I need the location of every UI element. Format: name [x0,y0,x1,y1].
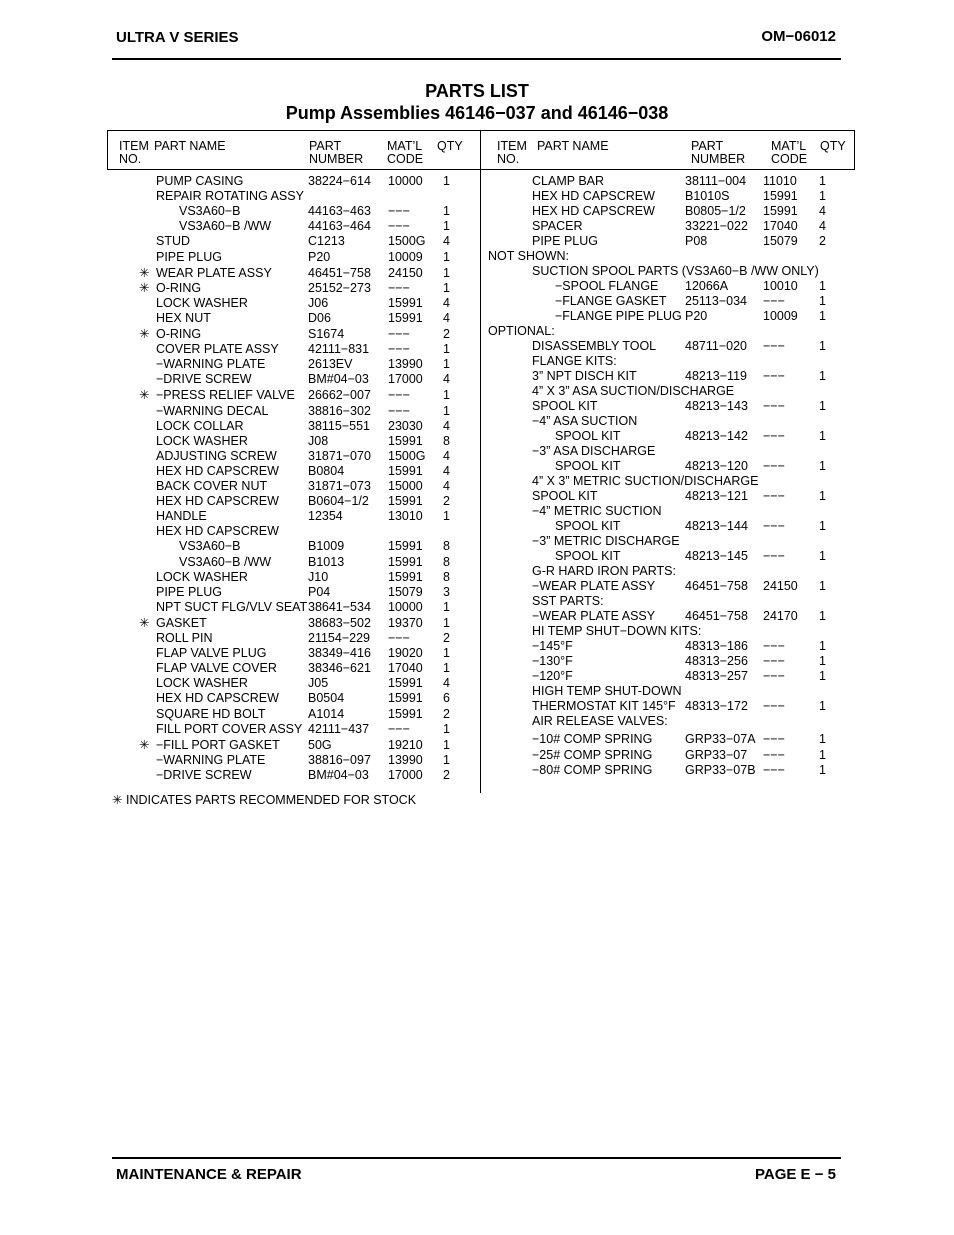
part-number: 48711−020 [685,339,747,353]
quantity: 1 [819,399,826,413]
part-name: O-RING [156,327,202,341]
part-number: B1009 [308,539,345,554]
stock-star-icon: ✳ [139,388,150,403]
part-number: J06 [308,295,329,310]
part-name: LOCK WASHER [156,569,248,584]
quantity: 3 [443,584,450,599]
quantity: 4 [819,204,826,218]
quantity: 8 [443,554,450,569]
part-name: −3” ASA DISCHARGE [532,444,656,458]
part-number: 48313−257 [685,669,748,683]
material-code: −−− [388,721,410,736]
material-code: −−− [763,763,785,777]
quantity: 4 [443,310,450,325]
part-name: SQUARE HD BOLT [156,706,266,721]
part-name: STUD [156,234,191,249]
quantity: 1 [443,646,450,661]
part-number: GRP33−07A [685,732,756,746]
material-code: −−− [388,280,410,295]
quantity: 4 [443,418,450,433]
quantity: 1 [443,509,450,524]
material-code: 15079 [763,234,798,248]
part-name: PUMP CASING [156,174,244,188]
part-number: GRP33−07 [685,748,748,762]
part-number: P20 [308,249,331,264]
part-number: 12066A [685,279,729,293]
part-name: −10# COMP SPRING [532,732,653,746]
quantity: 4 [443,372,450,387]
material-code: 11010 [763,174,797,188]
part-number: BM#04−03 [308,767,369,782]
material-code: 17040 [763,219,798,233]
part-name: VS3A60−B /WW [179,554,272,569]
quantity: 1 [443,280,450,295]
part-name: SPOOL KIT [555,549,621,563]
part-name: BACK COVER NUT [156,479,268,493]
material-code: −−− [763,549,785,563]
part-number: 38346−621 [308,661,371,676]
part-name: OPTIONAL: [488,324,555,338]
quantity: 1 [443,388,450,403]
part-number: 48313−256 [685,654,748,668]
part-number: 38816−097 [308,752,371,767]
part-name: ROLL PIN [156,631,213,645]
material-code: 23030 [388,418,423,433]
part-name: 4” X 3” ASA SUCTION/DISCHARGE [532,384,735,398]
quantity: 1 [819,763,826,777]
material-code: 15991 [388,676,423,691]
col-qty-header-left: QTY [437,139,463,153]
quantity: 1 [443,249,450,264]
part-name: FILL PORT COVER ASSY [156,721,303,736]
part-name: CLAMP BAR [532,174,605,188]
part-name: LOCK WASHER [156,433,248,448]
quantity: 1 [443,204,450,219]
part-name: −3” METRIC DISCHARGE [532,534,680,548]
material-code: −−− [763,339,785,353]
quantity: 4 [443,676,450,691]
part-name: HEX HD CAPSCREW [156,463,279,478]
part-name: HEX HD CAPSCREW [156,691,279,706]
material-code: 15991 [388,463,423,478]
stock-footnote [112,792,416,807]
part-number: B1010S [685,189,730,203]
quantity: 4 [443,479,450,493]
quantity: 1 [819,309,826,323]
material-code: 19210 [388,737,423,752]
part-number: 48213−144 [685,519,748,533]
part-name: LOCK COLLAR [156,418,244,433]
part-number: 44163−463 [308,204,371,219]
part-name: −WEAR PLATE ASSY [532,609,656,623]
quantity: 1 [819,639,826,653]
part-name: −DRIVE SCREW [156,372,252,387]
part-name: O-RING [156,280,202,295]
quantity: 2 [443,327,450,341]
part-number: GRP33−07B [685,763,756,777]
part-number: 26662−007 [308,388,371,403]
part-number: P04 [308,584,331,599]
material-code: 15991 [388,433,423,448]
material-code: −−− [763,459,785,473]
column-divider [480,130,481,793]
material-code: −−− [388,388,410,403]
material-code: −−− [388,631,410,645]
part-name: LOCK WASHER [156,295,248,310]
part-name: −25# COMP SPRING [532,748,653,762]
part-name: −WEAR PLATE ASSY [532,579,656,593]
col-part-header-left: PART NUMBER [309,139,364,166]
part-number: 25152−273 [308,280,371,295]
part-number: 48213−121 [685,489,748,503]
material-code: 17040 [388,661,423,676]
part-name: PIPE PLUG [532,234,598,248]
quantity: 1 [819,579,826,593]
part-name: VS3A60−B /WW [179,219,272,234]
material-code: 15991 [388,295,423,310]
material-code: −−− [763,369,785,383]
material-code: −−− [763,699,785,713]
quantity: 1 [443,615,450,630]
stock-star-icon: ✳ [139,615,150,630]
part-name: FLAP VALVE COVER [156,661,277,676]
quantity: 1 [819,732,826,746]
part-number: 31871−070 [308,448,371,463]
quantity: 1 [819,519,826,533]
part-name: PIPE PLUG [156,584,222,599]
document-number: OM−06012 [761,28,836,45]
quantity: 1 [819,429,826,443]
quantity: 1 [443,661,450,676]
col-part-header-right: PART NUMBER [691,139,746,166]
part-name: LOCK WASHER [156,676,248,691]
part-number: C1213 [308,234,345,249]
part-number: B0604−1/2 [308,494,369,509]
quantity: 1 [819,459,826,473]
part-name: SPOOL KIT [555,459,621,473]
quantity: 1 [819,699,826,713]
part-number: 44163−464 [308,219,371,234]
part-name: PIPE PLUG [156,249,222,264]
part-name: G-R HARD IRON PARTS: [532,564,676,578]
part-name: −FLANGE PIPE PLUG [555,309,682,323]
quantity: 1 [443,357,450,372]
header-rule [112,58,841,60]
part-name: HEX HD CAPSCREW [532,189,655,203]
material-code: −−− [388,204,410,219]
part-name: −4” METRIC SUCTION [532,504,662,518]
stock-star-icon: ✳ [139,327,150,341]
col-name-header-right: PART NAME [537,139,609,153]
part-name: HEX NUT [156,310,211,325]
material-code: 24150 [763,579,798,593]
material-code: 17000 [388,372,423,387]
part-name: −WARNING PLATE [156,357,266,372]
part-number: A1014 [308,706,345,721]
material-code: −−− [388,403,410,418]
part-name: −4” ASA SUCTION [532,414,638,428]
material-code: 15991 [388,494,423,509]
material-code: −−− [763,294,785,308]
part-name: 4” X 3” METRIC SUCTION/DISCHARGE [532,474,759,488]
part-name: HIGH TEMP SHUT-DOWN [532,684,682,698]
quantity: 1 [819,549,826,563]
quantity: 1 [443,721,450,736]
part-number: 38641−534 [308,599,371,614]
part-name: ADJUSTING SCREW [156,448,277,463]
part-name: −130°F [532,654,573,668]
part-number: 48213−145 [685,549,748,563]
page-title: PARTS LIST [425,81,529,101]
part-name: COVER PLATE ASSY [156,342,279,357]
part-name: HEX HD CAPSCREW [156,524,279,539]
quantity: 4 [443,234,450,249]
part-number: 46451−758 [685,579,748,593]
part-name: −WARNING PLATE [156,752,266,767]
quantity: 1 [443,219,450,234]
quantity: 1 [819,174,826,188]
quantity: 4 [819,219,826,233]
material-code: −−− [388,327,410,341]
page-subtitle: Pump Assemblies 46146−037 and 46146−038 [285,103,669,123]
part-number: 25113−034 [685,294,747,308]
part-name: GASKET [156,615,207,630]
part-name: HEX HD CAPSCREW [156,494,279,509]
quantity: 1 [819,609,826,623]
material-code: 10009 [763,309,798,323]
footnote-text: INDICATES PARTS RECOMMENDED FOR STOCK [125,793,417,807]
part-name: HEX HD CAPSCREW [532,204,655,218]
quantity: 1 [443,737,450,752]
quantity: 1 [443,342,450,357]
material-code: 13010 [388,509,423,524]
quantity: 2 [443,706,450,721]
stock-star-icon: ✳ [112,793,123,807]
material-code: 10000 [388,599,423,614]
material-code: 15079 [388,584,423,599]
material-code: −−− [763,669,785,683]
part-number: J05 [308,676,329,691]
col-item-header-left: ITEM NO. [119,139,149,166]
part-name: SPOOL KIT [532,489,598,503]
quantity: 1 [443,265,450,280]
part-number: 33221−022 [685,219,748,233]
page-number: PAGE E − 5 [754,1166,836,1183]
part-number: 42111−831 [308,342,370,357]
material-code: 10009 [388,249,423,264]
col-name-header-left: PART NAME [154,139,226,153]
part-number: P08 [685,234,708,248]
part-name: FLAP VALVE PLUG [156,646,267,661]
material-code: 10000 [388,174,423,188]
part-number: B0504 [308,691,345,706]
material-code: 15991 [763,204,798,218]
part-number: 48213−119 [685,369,747,383]
material-code: −−− [763,748,785,762]
material-code: 24150 [388,265,423,280]
material-code: −−− [763,429,785,443]
material-code: −−− [763,399,785,413]
part-number: 38349−416 [308,646,371,661]
quantity: 8 [443,539,450,554]
quantity: 1 [819,294,826,308]
part-name: REPAIR ROTATING ASSY [156,189,304,204]
part-name: WEAR PLATE ASSY [156,265,272,280]
part-number: 46451−758 [308,265,371,280]
part-name: FLANGE KITS: [532,354,617,368]
part-name: SPACER [532,219,583,233]
part-name: HANDLE [156,509,207,524]
part-name: −PRESS RELIEF VALVE [156,388,295,403]
quantity: 1 [443,599,450,614]
part-name: SPOOL KIT [555,429,621,443]
part-name: VS3A60−B [179,539,241,554]
quantity: 1 [443,403,450,418]
stock-star-icon: ✳ [139,265,150,280]
part-name: THERMOSTAT KIT 145°F [532,699,676,713]
part-number: 2613EV [308,357,353,372]
material-code: 1500G [388,234,426,249]
part-name: −SPOOL FLANGE [555,279,659,293]
part-number: B0804 [308,463,345,478]
quantity: 1 [819,339,826,353]
material-code: 15991 [388,706,423,721]
part-name: SPOOL KIT [555,519,621,533]
part-number: 38816−302 [308,403,371,418]
quantity: 1 [819,489,826,503]
part-name: NPT SUCT FLG/VLV SEAT [156,599,308,614]
material-code: −−− [763,732,785,746]
part-number: D06 [308,310,331,325]
footer-rule [112,1157,841,1159]
part-number: 12354 [308,509,343,524]
col-qty-header-right: QTY [820,139,846,153]
stock-star-icon: ✳ [139,280,150,295]
material-code: −−− [763,639,785,653]
material-code: 15991 [763,189,798,203]
part-number: 48213−142 [685,429,748,443]
part-name: VS3A60−B [179,204,241,219]
material-code: −−− [763,654,785,668]
part-number: B0805−1/2 [685,204,746,218]
part-number: J08 [308,433,329,448]
section-name: MAINTENANCE & REPAIR [116,1166,302,1183]
series-title: ULTRA V SERIES [116,29,239,46]
quantity: 2 [443,631,450,645]
part-name: −145°F [532,639,573,653]
part-number: BM#04−03 [308,372,369,387]
part-number: 38115−551 [308,418,370,433]
material-code: −−− [763,519,785,533]
material-code: 15991 [388,310,423,325]
quantity: 8 [443,433,450,448]
part-number: B1013 [308,554,345,569]
part-name: −120°F [532,669,573,683]
quantity: 4 [443,295,450,310]
material-code: −−− [388,342,410,357]
part-number: 48313−172 [685,699,748,713]
part-number: 42111−437 [308,721,370,736]
quantity: 1 [819,369,826,383]
material-code: 15991 [388,539,423,554]
material-code: 10010 [763,279,798,293]
part-number: 48313−186 [685,639,748,653]
part-number: 48213−120 [685,459,748,473]
part-name: SUCTION SPOOL PARTS (VS3A60−B /WW ONLY) [532,264,819,278]
material-code: 13990 [388,357,423,372]
col-mat-header-right: MAT’L CODE [771,139,808,166]
part-name: 3” NPT DISCH KIT [532,369,637,383]
material-code: 19370 [388,615,423,630]
part-number: J10 [308,569,329,584]
part-number: 38111−004 [685,174,747,188]
part-name: NOT SHOWN: [488,249,570,263]
col-item-header-right: ITEM NO. [497,139,527,166]
material-code: 15991 [388,554,423,569]
quantity: 2 [819,234,826,248]
part-name: DISASSEMBLY TOOL [532,339,657,353]
quantity: 1 [443,752,450,767]
part-number: 21154−229 [308,631,370,645]
part-name: SST PARTS: [532,594,604,608]
quantity: 1 [819,669,826,683]
col-mat-header-left: MAT’L CODE [387,139,424,166]
part-name: AIR RELEASE VALVES: [532,714,668,728]
part-number: 50G [308,737,332,752]
material-code: −−− [388,219,410,234]
part-number: 46451−758 [685,609,748,623]
part-number: 38683−502 [308,615,371,630]
part-name: HI TEMP SHUT−DOWN KITS: [532,624,702,638]
material-code: 19020 [388,646,423,661]
material-code: 15000 [388,479,423,493]
part-name: SPOOL KIT [532,399,598,413]
material-code: 15991 [388,569,423,584]
part-name: −WARNING DECAL [156,403,269,418]
part-name: −80# COMP SPRING [532,763,653,777]
quantity: 2 [443,767,450,782]
material-code: 13990 [388,752,423,767]
part-number: P20 [685,309,708,323]
material-code: 1500G [388,448,426,463]
quantity: 1 [443,174,450,188]
part-name: −FILL PORT GASKET [156,737,280,752]
quantity: 1 [819,189,826,203]
part-name: −DRIVE SCREW [156,767,252,782]
material-code: 17000 [388,767,423,782]
quantity: 6 [443,691,450,706]
stock-star-icon: ✳ [139,737,150,752]
part-name: −FLANGE GASKET [555,294,667,308]
part-number: 38224−614 [308,174,371,188]
quantity: 1 [819,279,826,293]
quantity: 4 [443,448,450,463]
material-code: 24170 [763,609,798,623]
quantity: 4 [443,463,450,478]
material-code: 15991 [388,691,423,706]
quantity: 1 [819,654,826,668]
quantity: 1 [819,748,826,762]
part-number: 31871−073 [308,479,371,493]
quantity: 2 [443,494,450,509]
material-code: −−− [763,489,785,503]
part-number: 48213−143 [685,399,748,413]
quantity: 8 [443,569,450,584]
part-number: S1674 [308,327,345,341]
